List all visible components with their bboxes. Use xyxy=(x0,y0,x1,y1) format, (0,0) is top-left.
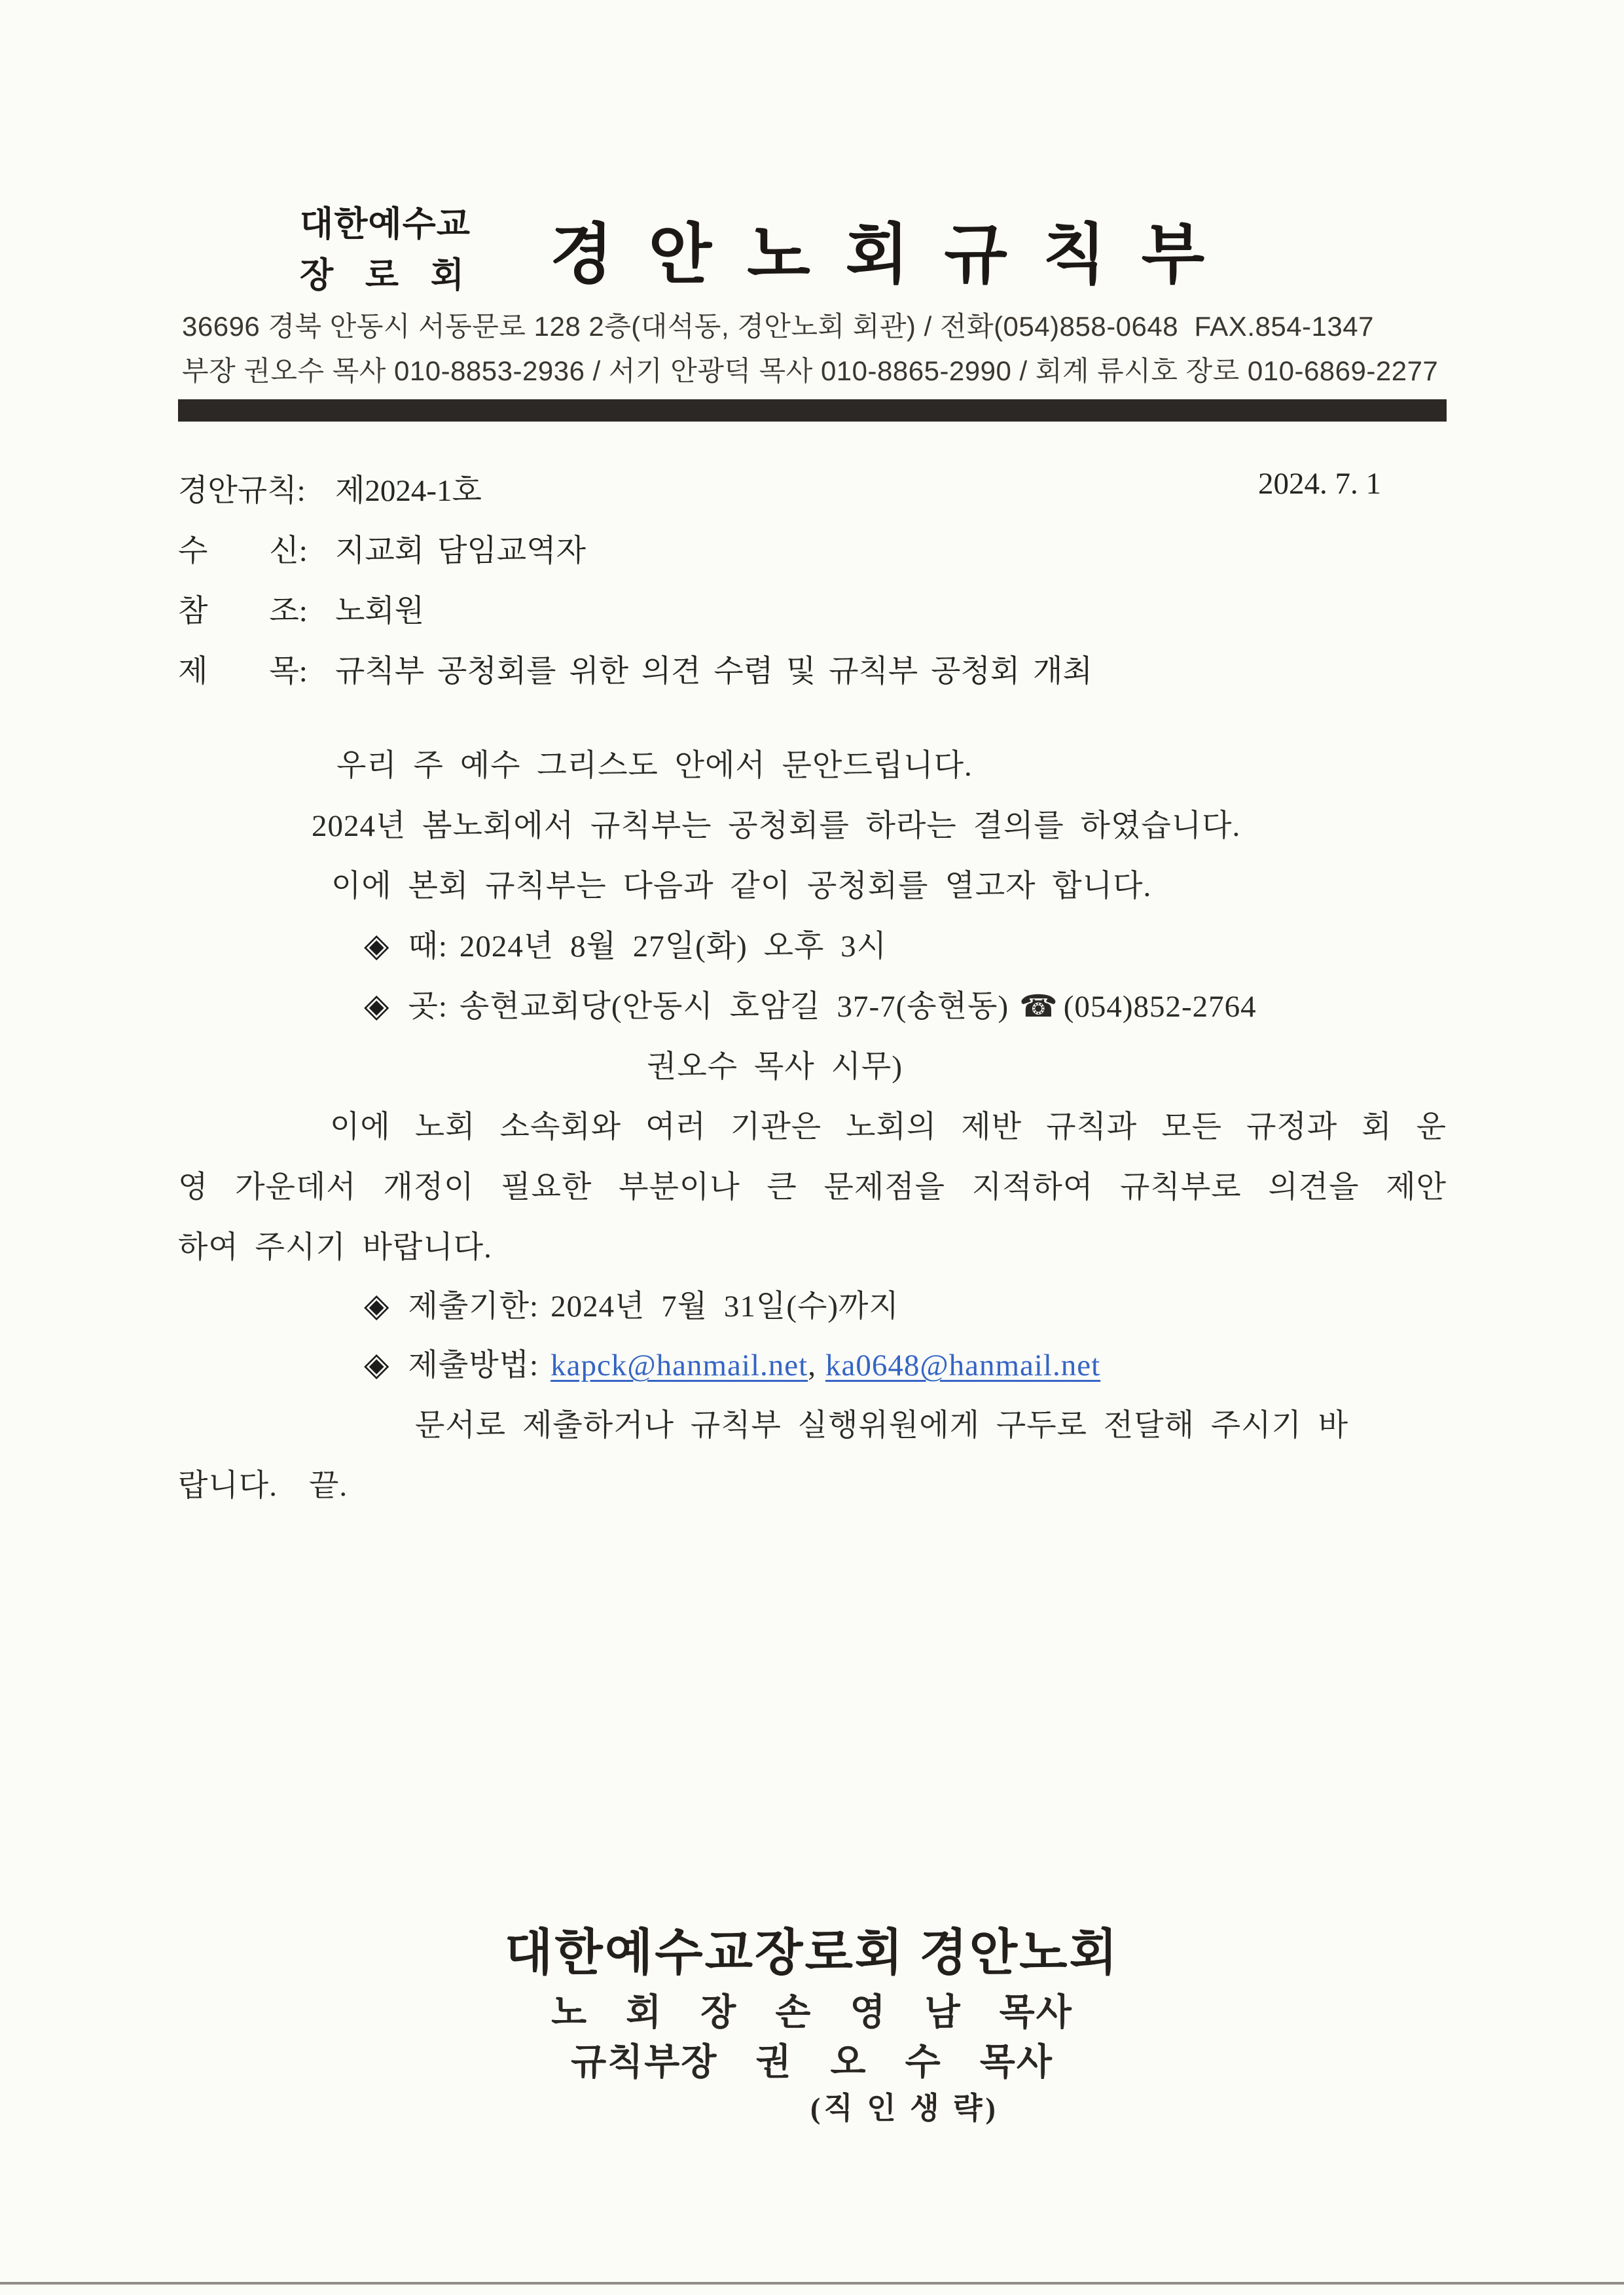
request-paragraph-line3: 하여 주시기 바랍니다. xyxy=(178,1231,492,1265)
deadline-row xyxy=(364,1282,899,1326)
subject-row xyxy=(178,647,1092,691)
when-row xyxy=(364,922,887,966)
recipient-row xyxy=(178,526,586,570)
phone-icon: ☎ xyxy=(1019,990,1058,1024)
deadline-value: 2024년 7월 31일(수)까지 xyxy=(550,1290,899,1324)
closing-line1: 문서로 제출하거나 규칙부 실행위원에게 구두로 전달해 주시기 바 xyxy=(415,1409,1349,1443)
diamond-bullet-icon: ◈ xyxy=(364,927,390,964)
signature-rules-chair: 규칙부장 권 오 수 목사 xyxy=(571,2042,1053,2083)
email-separator: , xyxy=(808,1348,816,1382)
request-paragraph-line2: 영 가운데서 개정이 필요한 부분이나 큰 문제점을 지적하여 규칙부로 의견을 제안 xyxy=(178,1170,1447,1204)
announce-line: 이에 본회 규칙부는 다음과 같이 공청회를 열고자 합니다. xyxy=(331,869,1152,903)
where-label: 곳: xyxy=(408,990,448,1024)
method-row xyxy=(364,1341,1100,1384)
when-value: 2024년 8월 27일(화) 오후 3시 xyxy=(459,930,888,964)
request-paragraph-line1: 이에 노회 소속회와 여러 기관은 노회의 제반 규칙과 모든 규정과 회 운 xyxy=(330,1110,1447,1144)
address-line: 36696 경북 안동시 서동문로 128 2층(대석동, 경안노회 회관) / 전화(054)858-0648 FAX.854-1347 xyxy=(182,311,1374,342)
cc-row xyxy=(178,587,424,630)
diamond-bullet-icon: ◈ xyxy=(364,1346,390,1382)
cc-label: 참 조: xyxy=(178,594,308,628)
subject-value: 규칙부 공청회를 위한 의견 수렴 및 규칙부 공청회 개최 xyxy=(335,655,1092,689)
signature-org-name: 대한예수교장로회 경안노회 xyxy=(505,1926,1119,1981)
diamond-bullet-icon: ◈ xyxy=(364,987,390,1024)
email-link-kapck[interactable]: kapck@hanmail.net xyxy=(550,1348,808,1382)
doc-number-label: 경안규칙: xyxy=(178,474,306,508)
where-value: 송현교회당(안동시 호암길 37-7(송현동) xyxy=(459,990,1009,1024)
recipient-value: 지교회 담임교역자 xyxy=(335,534,586,568)
scan-edge-line xyxy=(0,2282,1624,2285)
doc-number-row xyxy=(178,466,482,510)
org-name-line1: 대한예수교 xyxy=(300,205,471,244)
cc-value: 노회원 xyxy=(335,594,425,628)
seal-omitted-note: (직 인 생 략) xyxy=(810,2091,999,2125)
greeting-line: 우리 주 예수 그리스도 안에서 문안드립니다. xyxy=(336,749,973,783)
doc-number-value: 제2024-1호 xyxy=(335,474,482,508)
where-row xyxy=(364,982,1257,1026)
method-label: 제출방법: xyxy=(408,1348,539,1382)
subject-label: 제 목: xyxy=(178,655,308,689)
doc-date: 2024. 7. 1 xyxy=(1258,467,1381,501)
deadline-label: 제출기한: xyxy=(408,1290,539,1324)
recipient-label: 수 신: xyxy=(178,534,308,568)
department-title: 경안노회규칙부 xyxy=(550,218,1240,291)
org-name-line2: 장 로 회 xyxy=(300,256,476,295)
where-continued-line: 권오수 목사 시무) xyxy=(647,1050,903,1084)
staff-contact-line: 부장 권오수 목사 010-8853-2936 / 서기 안광덕 목사 010-8865-2990 / 회계 류시호 장로 010-6869-2277 xyxy=(182,355,1439,386)
decision-line: 2024년 봄노회에서 규칙부는 공청회를 하라는 결의를 하였습니다. xyxy=(312,809,1241,843)
header-divider xyxy=(178,399,1447,422)
diamond-bullet-icon: ◈ xyxy=(364,1287,390,1324)
email-link-ka0648[interactable]: ka0648@hanmail.net xyxy=(825,1348,1101,1382)
where-phone-number: (054)852-2764 xyxy=(1063,990,1257,1024)
closing-line2: 랍니다. 끝. xyxy=(178,1469,348,1503)
when-label: 때: xyxy=(408,930,448,964)
signature-moderator: 노 회 장 손 영 남 목사 xyxy=(551,1993,1073,2033)
